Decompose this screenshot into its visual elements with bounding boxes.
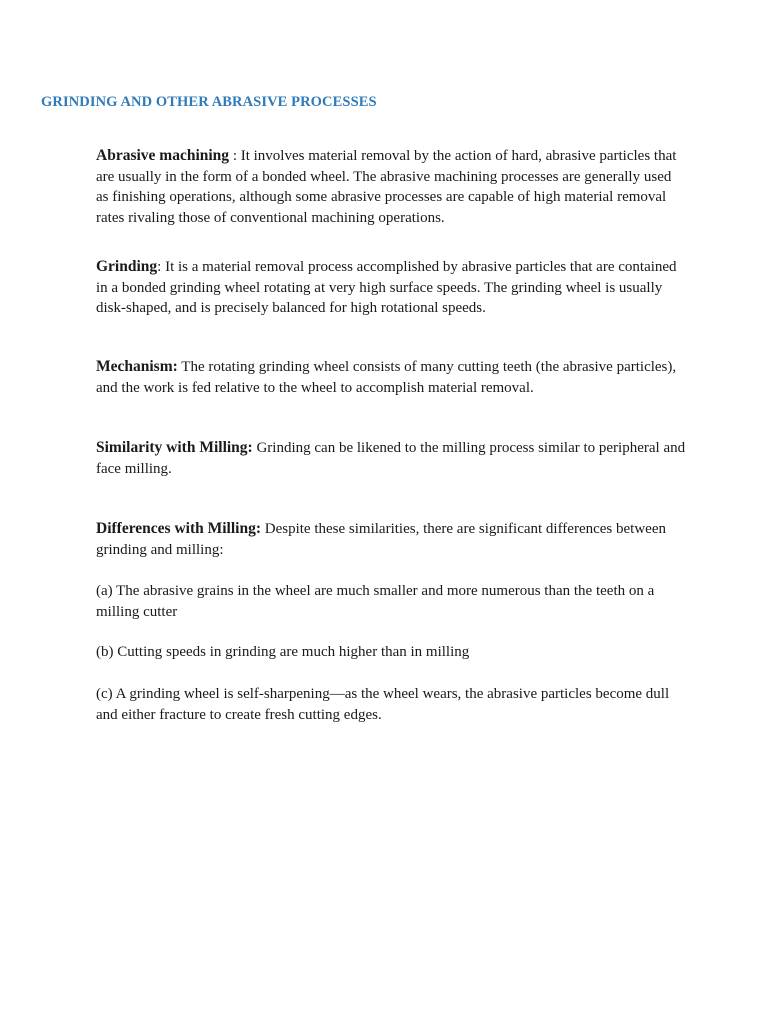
list-item-c: (c) A grinding wheel is self-sharpening—as the wheel wears, the abrasive particles become dull and either fracture to create fresh cutting edges. bbox=[96, 686, 670, 723]
paragraph-abrasive-machining bbox=[96, 146, 736, 228]
list-item-b: (b) Cutting speeds in grinding are much higher than in milling bbox=[96, 644, 470, 660]
term-abrasive-machining: Abrasive machining bbox=[96, 147, 230, 164]
definition-abrasive-machining: : It involves material removal by the action of hard, abrasive particles that are usually in the form of a bonded wheel. The abrasive machining processes are generally used as finishing operations, although some abrasive processes are capable of high material removal rates rivaling those of conventional machining operations. bbox=[96, 148, 677, 226]
paragraph-similarity bbox=[96, 438, 736, 479]
term-similarity: Similarity with Milling: bbox=[96, 439, 253, 456]
paragraph-mechanism bbox=[96, 357, 736, 398]
definition-differences: Despite these similarities, there are significant differences between grinding and milling: bbox=[96, 521, 666, 558]
term-mechanism: Mechanism: bbox=[96, 358, 178, 375]
term-grinding: Grinding bbox=[96, 258, 158, 275]
paragraph-differences bbox=[96, 519, 736, 560]
paragraph-grinding bbox=[96, 257, 736, 319]
definition-mechanism: The rotating grinding wheel consists of many cutting teeth (the abrasive particles), and the work is fed relative to the wheel to accomplish material removal. bbox=[96, 359, 677, 396]
page-title: GRINDING AND OTHER ABRASIVE PROCESSES bbox=[41, 94, 377, 110]
list-item-a: (a) The abrasive grains in the wheel are much smaller and more numerous than the teeth on a milling cutter bbox=[96, 583, 655, 620]
term-differences: Differences with Milling: bbox=[96, 520, 262, 537]
definition-grinding: : It is a material removal process accomplished by abrasive particles that are contained in a bonded grinding wheel rotating at very high surface speeds. The grinding wheel is usually disk-shaped, and is precisely balanced for high rotational speeds. bbox=[96, 259, 677, 316]
definition-similarity: Grinding can be likened to the milling process similar to peripheral and face milling. bbox=[96, 440, 686, 477]
